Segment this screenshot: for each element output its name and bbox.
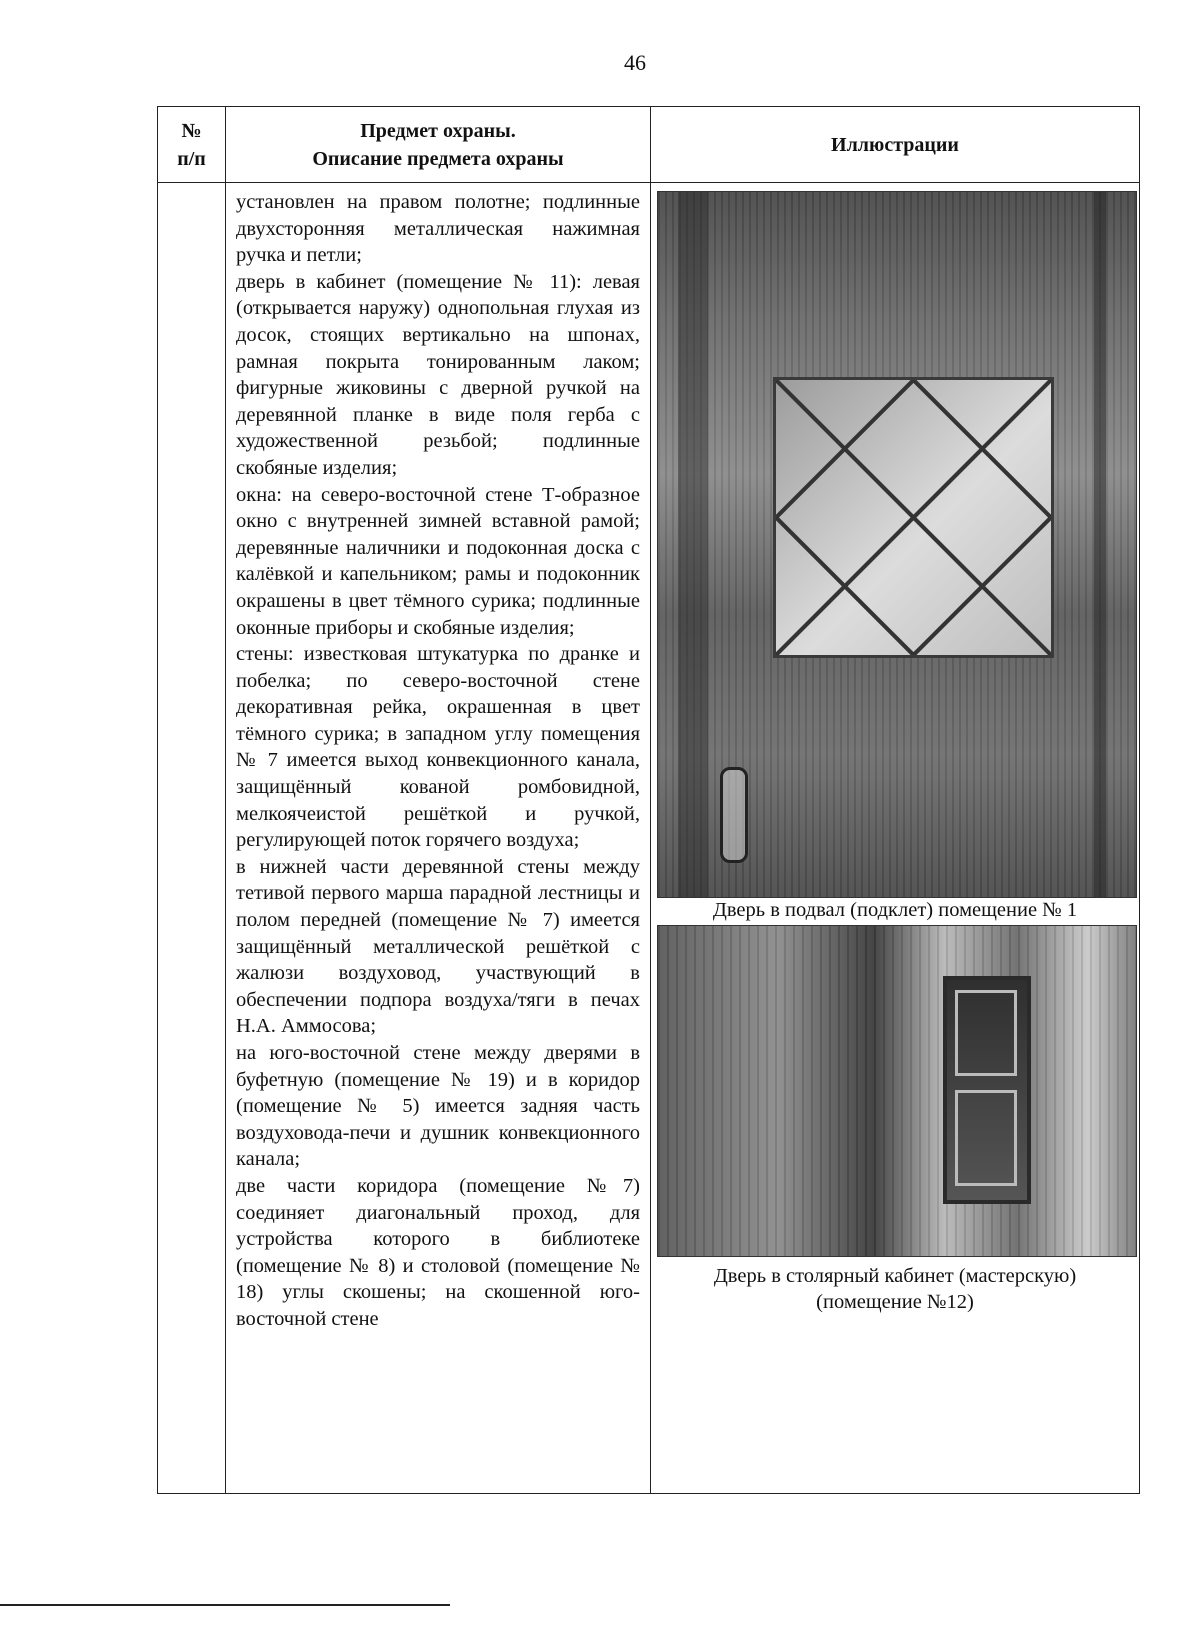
description-paragraph: в нижней части деревянной стены между тетивой первого марша парадной лестницы и полом передней (помещение № 7) имеется защищённый металлической решёткой с жалюзи воздуховод, участвующий в обеспечении подпора воздуха/тяги в печах Н.А. Аммосова; xyxy=(236,855,640,1038)
basement-door-photo xyxy=(657,191,1137,898)
photo-caption-2-line2: (помещение №12) xyxy=(816,1291,974,1313)
photo-caption-1: Дверь в подвал (подклет) помещение № 1 xyxy=(712,899,1078,921)
table-header-row xyxy=(158,107,1140,183)
row-number-cell xyxy=(158,183,226,1494)
description-paragraph: на юго-восточной стене между дверями в буфетную (помещение № 19) и в коридор (помещение № 5) имеется задняя часть воздуховода-печи и душник конвекционного канала; xyxy=(236,1042,640,1171)
protection-table xyxy=(157,106,1140,1494)
description-paragraph: установлен на правом полотне; подлинные двухсторонняя металлическая нажимная ручка и петли; xyxy=(236,191,640,267)
table-row xyxy=(158,183,1140,1494)
header-subject xyxy=(226,107,651,183)
description-paragraph: дверь в кабинет (помещение № 11): левая (открывается наружу) однопольная глухая из досок, стоящих вертикально на шпонах, рамная покрыта тонированным лаком; фигурные жиковины с дверной ручкой на деревянной планке в виде поля герба с художественной резьбой; подлинные скобяные изделия; xyxy=(236,270,640,479)
corridor-door xyxy=(943,976,1031,1204)
illustrations-cell xyxy=(651,183,1140,1494)
header-number-line1: № xyxy=(181,119,202,142)
description-paragraph: две части коридора (помещение №7) соединяет диагональный проход, для устройства которого в библиотеке (помещение № 8) и столовой (помещение № 18) углы скошены; на скошенной юго-восточной стене xyxy=(236,1174,640,1330)
header-subject-line2: Описание предмета охраны xyxy=(312,147,564,170)
door-glass-panel xyxy=(773,377,1054,658)
header-number xyxy=(158,107,226,183)
footnote-rule xyxy=(0,1604,450,1606)
workshop-door-photo xyxy=(657,925,1137,1257)
header-illustrations: Иллюстрации xyxy=(651,107,1140,183)
door-handle xyxy=(720,767,748,863)
header-subject-line1: Предмет охраны. xyxy=(360,119,516,142)
description-paragraph: стены: известковая штукатурка по дранке и побелка; по северо-восточной стене декоративная рейка, окрашенная в цвет тёмного сурика; в западном углу помещения № 7 имеется выход конвекционного канала, защищённый кованой ромбовидной, мелкоячеистой решёткой и ручкой, регулирующей поток горячего воздуха; xyxy=(236,643,640,852)
description-paragraph: окна: на северо-восточной стене Т-образное окно с внутренней зимней вставной рамой; деревянные наличники и подоконная доска с калёвкой и капельником; рамы и подоконник окрашены в цвет тёмного сурика; подлинные оконные приборы и скобяные изделия; xyxy=(236,483,640,639)
description-cell xyxy=(226,183,651,1494)
photo-caption-2 xyxy=(651,1263,1139,1315)
photo-caption-2-line1: Дверь в столярный кабинет (мастерскую) xyxy=(713,1265,1077,1287)
header-number-line2: п/п xyxy=(177,147,206,170)
page-number: 46 xyxy=(624,50,646,75)
